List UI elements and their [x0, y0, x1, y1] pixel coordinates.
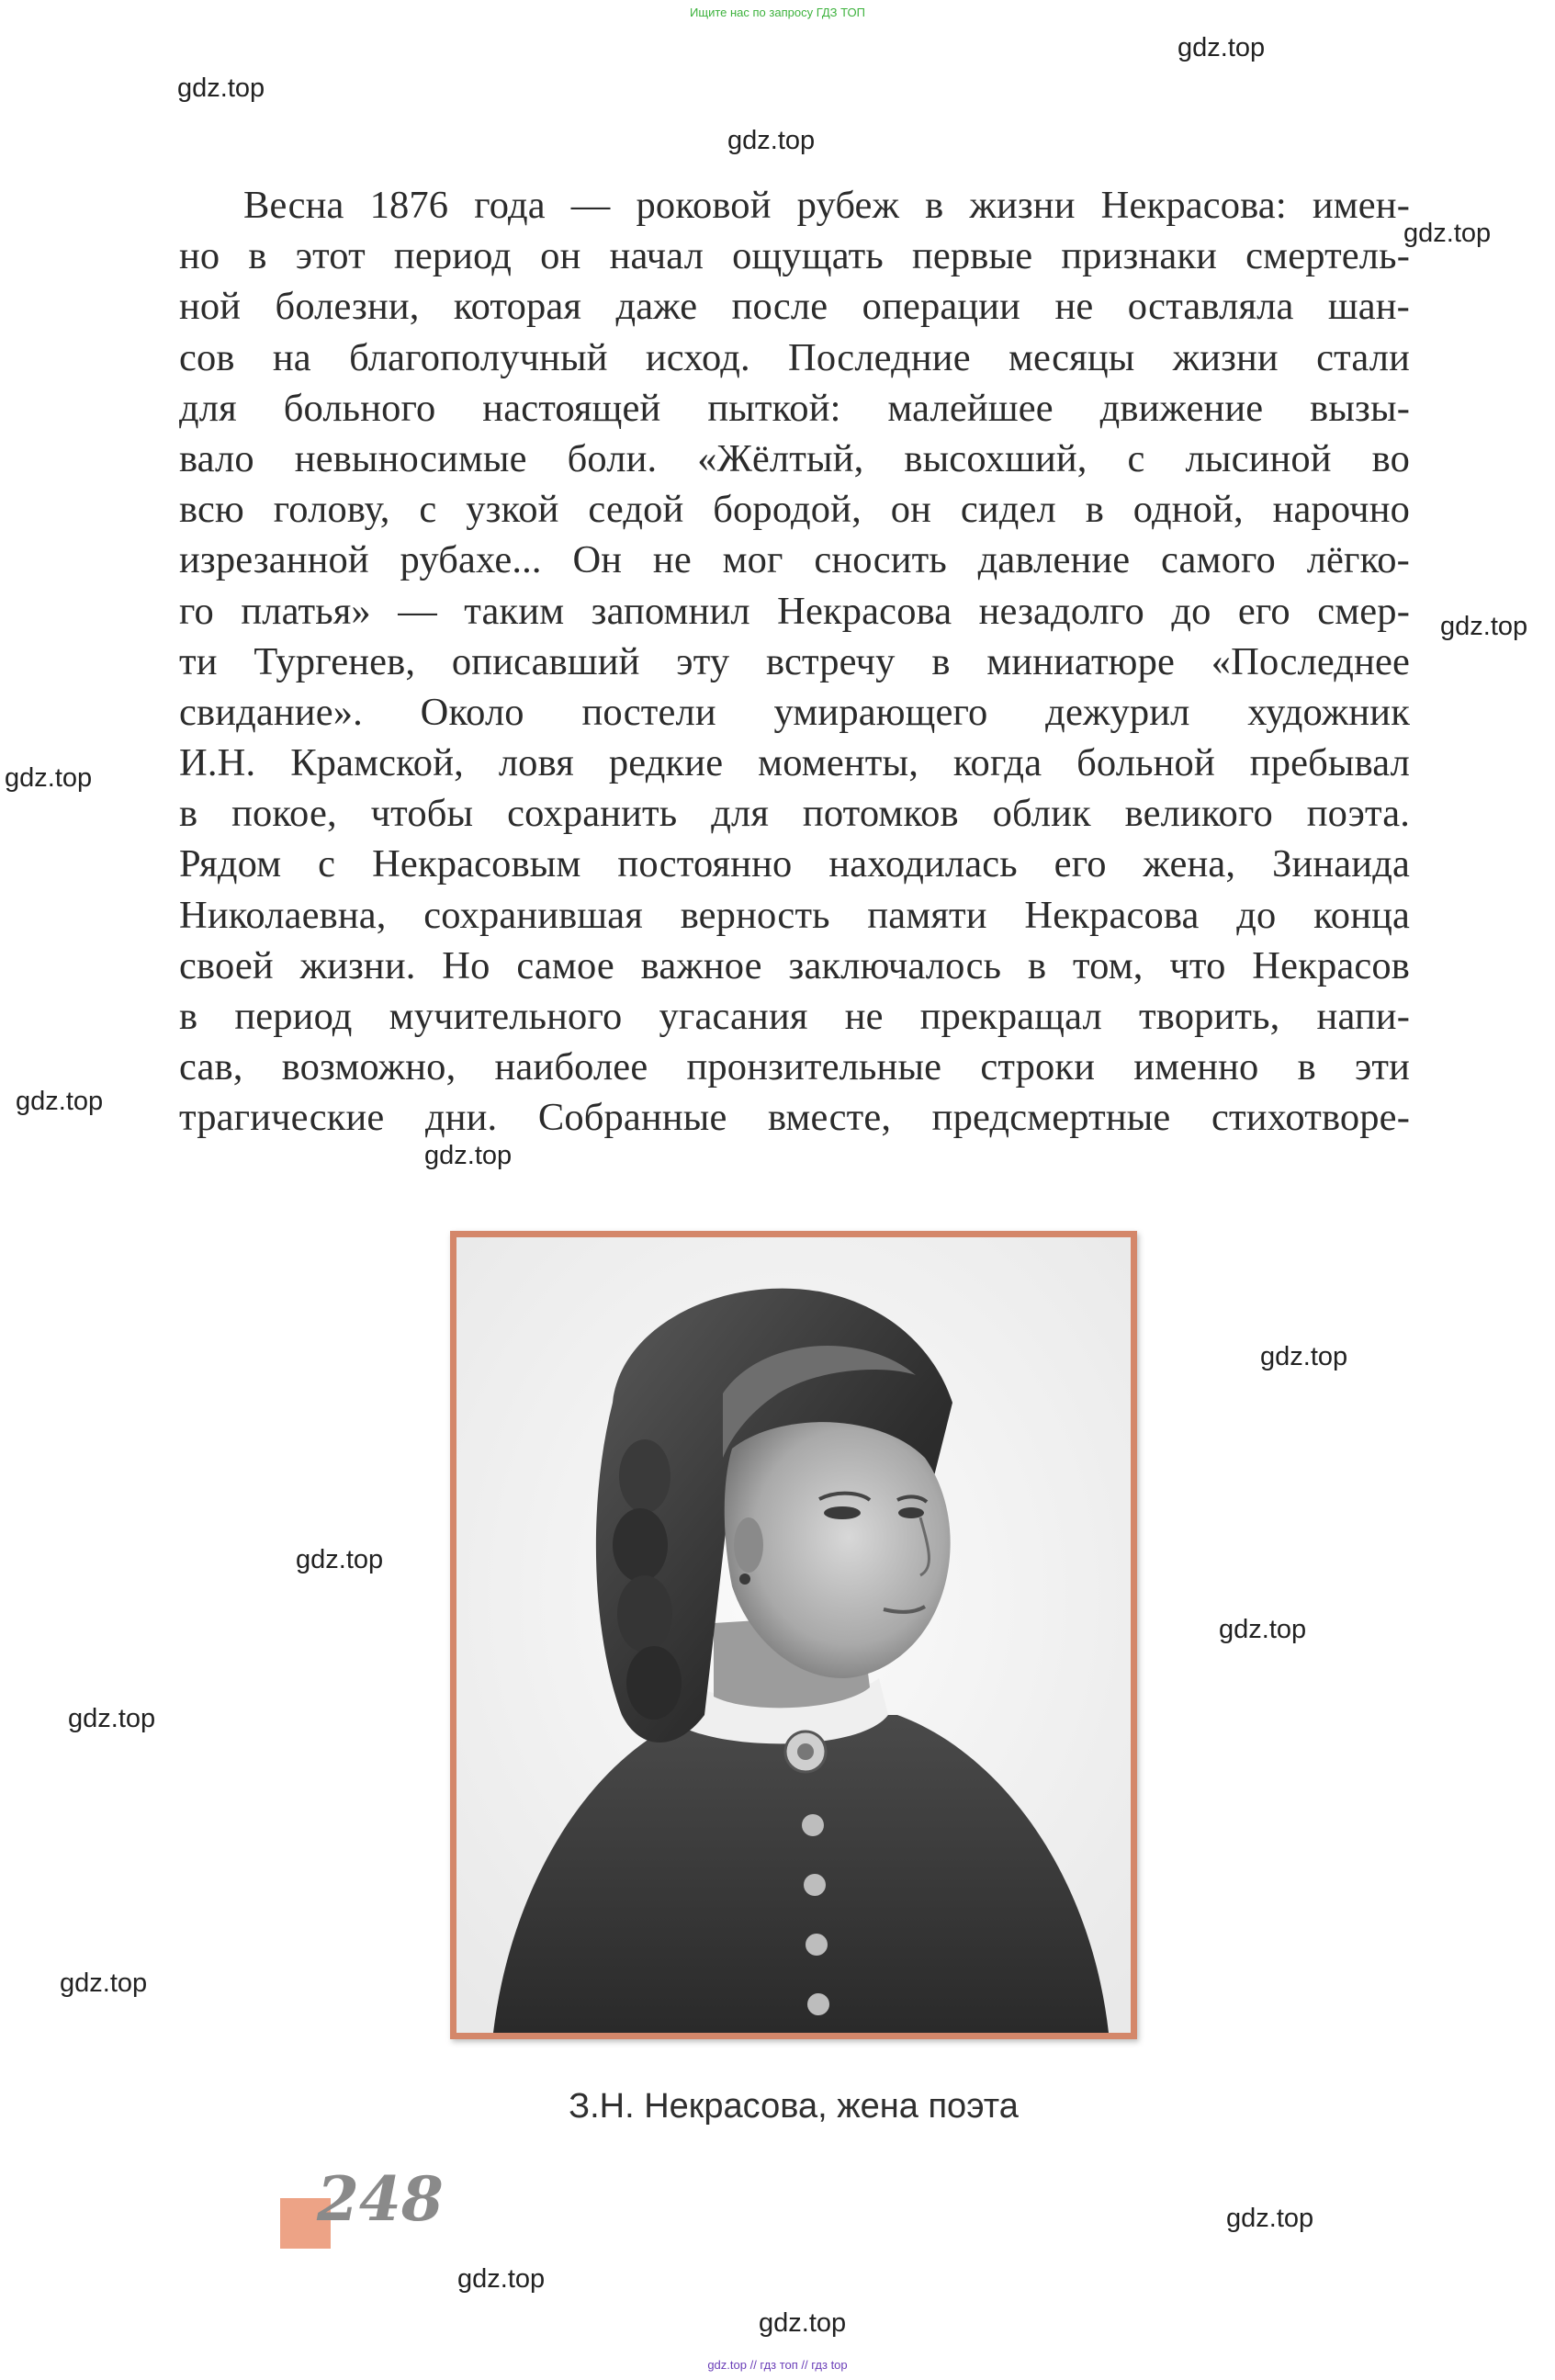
- bottom-note: gdz.top // гдз топ // гдз top: [707, 2358, 848, 2372]
- watermark: gdz.top: [296, 1545, 384, 1574]
- paragraph-line: в период мучительного угасания не прекращал творить, напи-: [179, 995, 1410, 1038]
- paragraph-line: ти Тургенев, описавший эту встречу в миниатюре «Последнее: [179, 639, 1410, 683]
- watermark: gdz.top: [1440, 612, 1528, 641]
- paragraph-line: Весна 1876 года — роковой рубеж в жизни Некрасова: имен-: [243, 184, 1410, 227]
- watermark: gdz.top: [1226, 2204, 1314, 2233]
- watermark: gdz.top: [1403, 219, 1492, 248]
- paragraph-line: трагические дни. Собранные вместе, предсмертные стихотворе-: [179, 1096, 1410, 1140]
- watermark: gdz.top: [60, 1968, 148, 1998]
- watermark: gdz.top: [177, 73, 265, 103]
- paragraph-line: сав, возможно, наиболее пронзительные строки именно в эти: [179, 1045, 1410, 1089]
- paragraph-line: всю голову, с узкой седой бородой, он сидел в одной, нарочно: [179, 488, 1410, 532]
- watermark: gdz.top: [1178, 33, 1266, 62]
- portrait-photo: [450, 1231, 1137, 2039]
- watermark: gdz.top: [5, 763, 93, 793]
- body-paragraph: [179, 180, 1410, 1144]
- paragraph-line: в покое, чтобы сохранить для потомков облик великого поэта.: [179, 792, 1410, 836]
- page-number: 248: [317, 2163, 444, 2235]
- watermark: gdz.top: [424, 1141, 513, 1170]
- paragraph-line: И.Н. Крамской, ловя редкие моменты, когда больной пребывал: [179, 741, 1410, 785]
- top-search-note: Ищите нас по запросу ГДЗ ТОП: [690, 6, 865, 19]
- paragraph-line: Рядом с Некрасовым постоянно находилась его жена, Зинаида: [179, 842, 1410, 886]
- watermark: gdz.top: [457, 2264, 546, 2294]
- paragraph-line: сов на благополучный исход. Последние месяцы жизни стали: [179, 335, 1410, 379]
- paragraph-line: го платья» — таким запомнил Некрасова незадолго до его смер-: [179, 589, 1410, 633]
- paragraph-line: Николаевна, сохранившая верность памяти Некрасова до конца: [179, 893, 1410, 937]
- paragraph-line: свидание». Около постели умирающего дежурил художник: [179, 690, 1410, 734]
- watermark: gdz.top: [1219, 1615, 1307, 1644]
- paragraph-line: вало невыносимые боли. «Жёлтый, высохший, с лысиной во: [179, 436, 1410, 480]
- paragraph-line: ной болезни, которая даже после операции не оставляла шан-: [179, 285, 1410, 329]
- watermark: gdz.top: [16, 1087, 104, 1116]
- watermark: gdz.top: [759, 2308, 847, 2338]
- photo-caption: З.Н. Некрасова, жена поэта: [569, 2087, 1019, 2126]
- watermark: gdz.top: [68, 1704, 156, 1733]
- watermark: gdz.top: [727, 126, 816, 155]
- portrait-illustration: [456, 1237, 1131, 2033]
- paragraph-line: своей жизни. Но самое важное заключалось в том, что Некрасов: [179, 943, 1410, 987]
- paragraph-line: но в этот период он начал ощущать первые признаки смертель-: [179, 234, 1410, 278]
- paragraph-line: изрезанной рубахе... Он не мог сносить давление самого лёгко-: [179, 538, 1410, 582]
- watermark: gdz.top: [1260, 1342, 1348, 1371]
- paragraph-line: для больного настоящей пыткой: малейшее движение вызы-: [179, 386, 1410, 430]
